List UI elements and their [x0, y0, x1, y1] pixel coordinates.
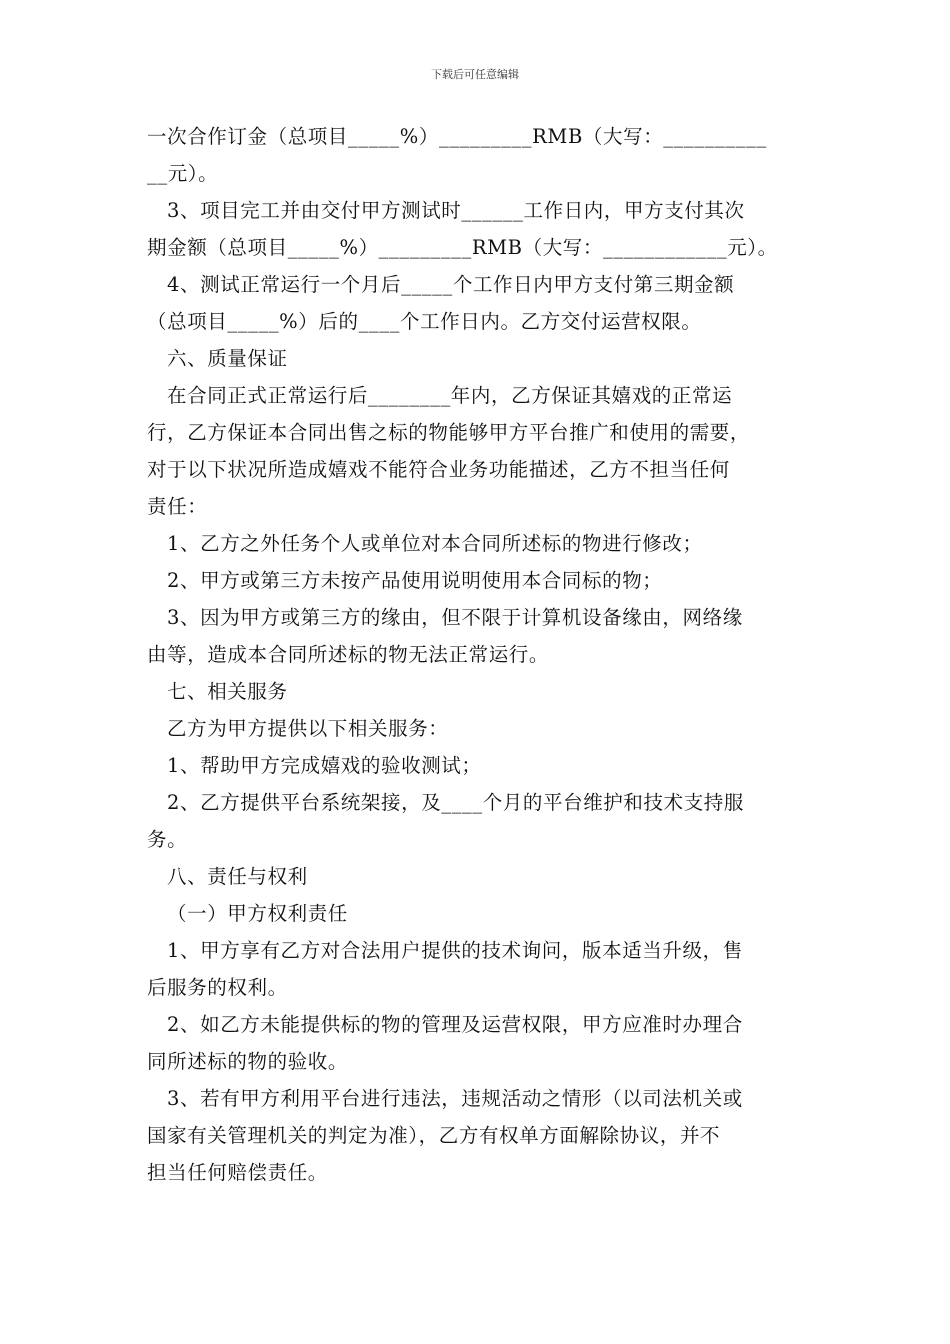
- text-line: 乙方为甲方提供以下相关服务：: [167, 717, 449, 740]
- page-header: 下载后可任意编辑: [431, 68, 519, 81]
- section-heading: 八、责任与权利: [167, 865, 308, 888]
- text-line: 3、项目完工并由交付甲方测试时______工作日内，甲方支付其次: [167, 199, 745, 222]
- list-item: 3、若有甲方利用平台进行违法，违规活动之情形（以司法机关或: [167, 1087, 743, 1110]
- text-line: 一次合作订金（总项目_____%）_________RMB（大写：__________: [147, 125, 767, 148]
- text-line: 行，乙方保证本合同出售之标的物能够甲方平台推广和使用的需要，: [147, 421, 751, 444]
- document-body: [147, 118, 811, 1191]
- text-line: 务。: [147, 828, 188, 851]
- text-line: 同所述标的物的验收。: [147, 1050, 349, 1073]
- text-line: 4、测试正常运行一个月后_____个工作日内甲方支付第三期金额: [167, 273, 735, 296]
- text-line: 对于以下状况所造成嬉戏不能符合业务功能描述，乙方不担当任何: [147, 458, 730, 481]
- list-item: 3、因为甲方或第三方的缘由，但不限于计算机设备缘由，网络缘: [167, 606, 743, 629]
- text-line: 由等，造成本合同所述标的物无法正常运行。: [147, 643, 550, 666]
- text-line: 后服务的权利。: [147, 976, 288, 999]
- list-item: 1、帮助甲方完成嬉戏的验收测试；: [167, 754, 482, 777]
- text-line: 期金额（总项目_____%）_________RMB（大写：____________元）。: [147, 236, 778, 259]
- text-line: 国家有关管理机关的判定为准），乙方有权单方面解除协议，并不: [147, 1124, 721, 1147]
- list-item: 2、乙方提供平台系统架接，及____个月的平台维护和技术支持服: [167, 791, 745, 814]
- text-line: 担当任何赔偿责任。: [147, 1161, 328, 1184]
- section-heading: 六、质量保证: [167, 347, 288, 370]
- list-item: 2、如乙方未能提供标的物的管理及运营权限，甲方应准时办理合: [167, 1013, 743, 1036]
- section-heading: 七、相关服务: [167, 680, 288, 703]
- text-line: （总项目_____%）后的____个工作日内。乙方交付运营权限。: [147, 310, 702, 333]
- list-item: 1、甲方享有乙方对合法用户提供的技术询问，版本适当升级，售: [167, 939, 743, 962]
- text-line: __元）。: [147, 162, 219, 185]
- list-item: 1、乙方之外任务个人或单位对本合同所述标的物进行修改；: [167, 532, 703, 555]
- text-line: 责任：: [147, 495, 208, 518]
- subsection-heading: （一）甲方权利责任: [167, 902, 348, 925]
- list-item: 2、甲方或第三方未按产品使用说明使用本合同标的物；: [167, 569, 663, 592]
- text-line: 在合同正式正常运行后________年内，乙方保证其嬉戏的正常运: [167, 384, 733, 407]
